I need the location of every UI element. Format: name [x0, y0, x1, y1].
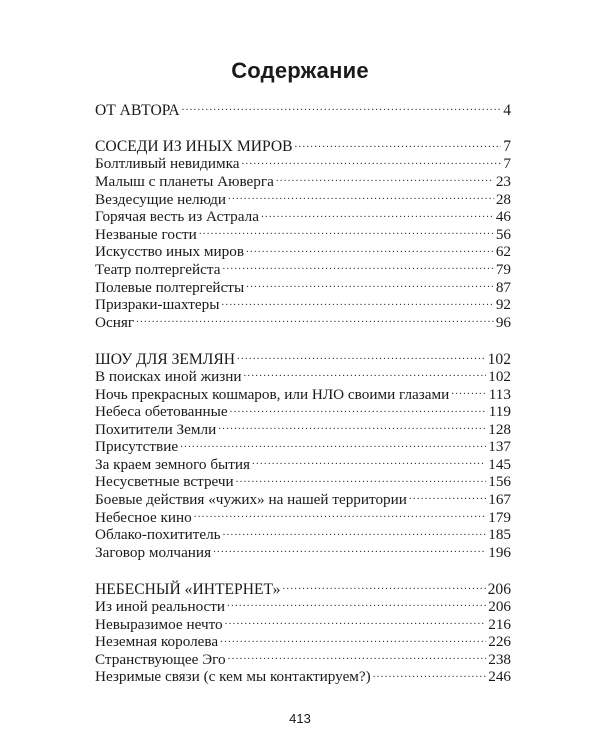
toc-entry-title: Странствующее Эго [95, 650, 226, 668]
toc-dot-leader [136, 312, 494, 327]
toc-entry [95, 666, 511, 684]
toc-section-heading [95, 578, 511, 596]
toc-entry [95, 401, 511, 419]
toc-entry [95, 153, 511, 171]
toc-entry-title: Полевые полтергейсты [95, 278, 245, 296]
toc-entry-page: 62 [495, 243, 511, 261]
toc-entry [95, 206, 511, 224]
toc-entry-page: 137 [488, 438, 511, 456]
toc-entry [95, 259, 511, 277]
toc-entry-page: 7 [503, 138, 511, 156]
toc-entry-title: Осняг [95, 313, 135, 331]
toc-entry-title: Из иной реальности [95, 598, 226, 616]
toc-entry-page: 113 [488, 385, 511, 403]
toc-dot-leader [221, 294, 493, 309]
toc-entry [95, 506, 511, 524]
toc-entry-title: ОТ АВТОРА [95, 101, 180, 119]
toc-entry [95, 613, 511, 631]
table-of-contents [95, 99, 511, 703]
toc-dot-leader [222, 259, 493, 274]
toc-entry-title: Небеса обетованные [95, 403, 228, 421]
toc-dot-leader [236, 471, 487, 486]
toc-entry-page: 206 [487, 580, 511, 598]
toc-entry [95, 454, 511, 472]
toc-entry [95, 188, 511, 206]
toc-entry-page: 46 [495, 208, 511, 226]
toc-entry-title: СОСЕДИ ИЗ ИНЫХ МИРОВ [95, 138, 293, 156]
toc-dot-leader [213, 542, 486, 557]
toc-dot-leader [451, 383, 487, 398]
toc-entry-title: Незримые связи (с кем мы контактируем?) [95, 668, 371, 686]
toc-entry-page: 185 [488, 526, 511, 544]
toc-entry-page: 179 [488, 508, 511, 526]
toc-dot-leader [228, 649, 487, 664]
toc-entry-page: 102 [487, 350, 511, 368]
toc-entry-title: Несусветные встречи [95, 473, 234, 491]
toc-entry-title: За краем земного бытия [95, 455, 251, 473]
toc-entry-title: Ночь прекрасных кошмаров, или НЛО своими глазами [95, 385, 450, 403]
toc-section [95, 578, 511, 684]
toc-entry-title: Малыш с планеты Аюверга [95, 172, 274, 190]
toc-dot-leader [373, 666, 487, 681]
toc-entry-title: Присутствие [95, 438, 179, 456]
toc-entry-page: 23 [495, 172, 511, 190]
toc-entry-page: 196 [488, 543, 511, 561]
toc-entry-page: 145 [488, 455, 511, 473]
toc-dot-leader [237, 348, 486, 364]
toc-dot-leader [223, 524, 487, 539]
toc-section-heading [95, 136, 511, 154]
toc-entry-page: 87 [495, 278, 511, 296]
toc-entry-title: Боевые действия «чужих» на нашей территории [95, 491, 407, 509]
toc-entry-page: 216 [488, 615, 511, 633]
toc-entry-page: 92 [495, 296, 511, 314]
toc-entry-page: 102 [488, 367, 511, 385]
toc-section-heading [95, 99, 511, 117]
toc-dot-leader [199, 224, 494, 239]
toc-dot-leader [246, 241, 494, 256]
toc-dot-leader [218, 419, 486, 434]
toc-dot-leader [182, 99, 502, 115]
page-title: Содержание [231, 58, 369, 83]
toc-dot-leader [246, 276, 494, 291]
toc-entry-title: Похитители Земли [95, 420, 217, 438]
toc-entry [95, 436, 511, 454]
toc-entry-title: ШОУ ДЛЯ ЗЕМЛЯН [95, 350, 236, 368]
toc-entry [95, 524, 511, 542]
toc-dot-leader [225, 613, 487, 628]
toc-entry-title: Неземная королева [95, 633, 219, 651]
toc-entry [95, 383, 511, 401]
toc-entry-title: Горячая весть из Астрала [95, 208, 259, 226]
toc-entry-title: Призраки-шахтеры [95, 296, 220, 314]
toc-entry-page: 246 [488, 668, 511, 686]
toc-entry [95, 471, 511, 489]
toc-entry [95, 649, 511, 667]
toc-entry [95, 366, 511, 384]
toc-entry-page: 56 [495, 225, 511, 243]
toc-entry [95, 631, 511, 649]
toc-entry-page: 79 [495, 260, 511, 278]
toc-entry [95, 224, 511, 242]
toc-dot-leader [180, 436, 486, 451]
toc-entry-page: 167 [488, 491, 511, 509]
toc-dot-leader [294, 136, 501, 152]
toc-entry [95, 312, 511, 330]
toc-dot-leader [276, 171, 494, 186]
toc-section [95, 99, 511, 117]
toc-entry-title: Заговор молчания [95, 543, 212, 561]
page-number: 413 [289, 711, 311, 726]
toc-entry-title: Облако-похититель [95, 526, 221, 544]
toc-entry-title: Невыразимое нечто [95, 615, 223, 633]
toc-entry-page: 156 [488, 473, 511, 491]
toc-dot-leader [241, 153, 501, 168]
toc-entry-page: 28 [495, 190, 511, 208]
toc-entry [95, 419, 511, 437]
toc-entry-page: 238 [488, 650, 511, 668]
toc-entry-title: Вездесущие нелюди [95, 190, 226, 208]
toc-entry [95, 542, 511, 560]
toc-dot-leader [228, 188, 494, 203]
toc-entry-page: 206 [488, 598, 511, 616]
toc-entry [95, 596, 511, 614]
toc-section [95, 348, 511, 559]
toc-dot-leader [282, 578, 485, 594]
toc-entry-page: 7 [503, 155, 511, 173]
toc-dot-leader [252, 454, 486, 469]
toc-dot-leader [243, 366, 486, 381]
toc-entry-page: 4 [503, 101, 511, 119]
toc-dot-leader [230, 401, 487, 416]
toc-entry [95, 276, 511, 294]
toc-entry-title: НЕБЕСНЫЙ «ИНТЕРНЕТ» [95, 580, 281, 598]
toc-dot-leader [220, 631, 486, 646]
toc-entry [95, 294, 511, 312]
toc-entry [95, 241, 511, 259]
toc-entry [95, 171, 511, 189]
toc-entry-title: Театр полтергейста [95, 260, 221, 278]
toc-entry [95, 489, 511, 507]
toc-dot-leader [261, 206, 494, 221]
toc-entry-title: В поисках иной жизни [95, 367, 242, 385]
toc-entry-page: 226 [488, 633, 511, 651]
toc-dot-leader [409, 489, 486, 504]
toc-section-heading [95, 348, 511, 366]
toc-entry-page: 128 [488, 420, 511, 438]
toc-entry-title: Искусство иных миров [95, 243, 244, 261]
toc-dot-leader [227, 596, 486, 611]
toc-entry-page: 96 [495, 313, 511, 331]
toc-entry-title: Болтливый невидимка [95, 155, 240, 173]
toc-dot-leader [194, 506, 486, 521]
toc-entry-page: 119 [488, 403, 511, 421]
toc-section [95, 136, 511, 330]
toc-entry-title: Незваные гости [95, 225, 197, 243]
toc-entry-title: Небесное кино [95, 508, 192, 526]
